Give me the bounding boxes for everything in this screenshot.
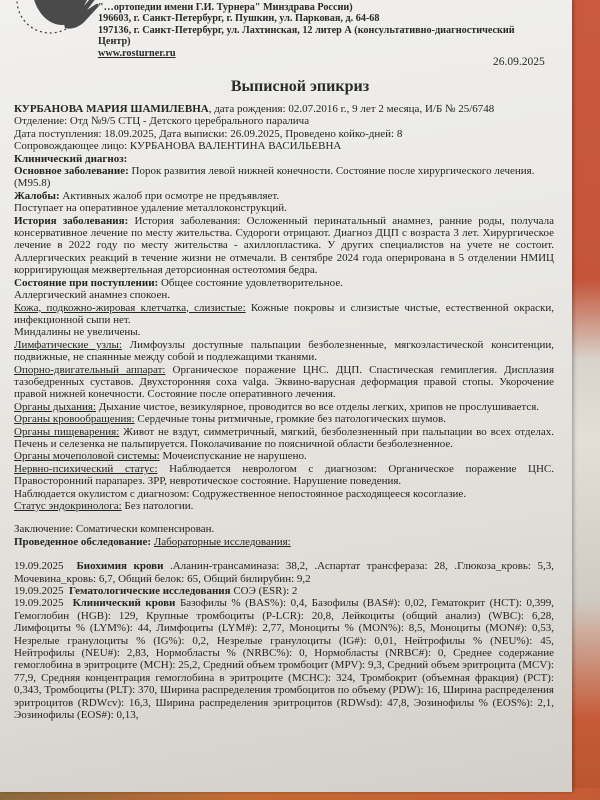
section-sublabel: Лабораторные исследования: [153,535,291,548]
section-text: Порок развития левой нижней конечности. Состояние после хирургического лечения. (M95.8) [14,165,535,190]
section-label: Основное заболевание: [14,165,129,178]
lymph-section [14,339,554,364]
section-text: История заболевания: Осложенный перинатальный анамнез, ранние роды, получала консервативное лечение по месту жительства. Судороги отрицают. Диагноз ДЦП с возраста 3 лет. Хирургическое лечение в 2022 году по месту жительства - ахиллопластика. У других специалистов на учете не состоит. Аллергических реакций в течение жизни не отмечали. В сентябре 2024 года оперирована в 5 отделении НМИЦ корригирующая межвертельная деторсионная остеотомия бедра. [14,214,554,277]
admission-dates: Дата поступления: 18.09.2025, Дата выписки: 26.09.2025, Проведено койко-дней: 8 [14,127,403,140]
lab-entry [14,597,554,721]
section-text: Лимфоузлы доступные пальпации безболезненные, мягкоэластической конситенции, подвижные, не спаянные между собой и подлежащими тканями. [14,338,554,364]
admission-reason: Поступает на оперативное удаление металлоконструкций. [14,202,287,215]
org-address-line: 196603, г. Санкт-Петербург, г. Пушкин, ул. Парковая, д. 64-68 [98,13,380,25]
skin-section [14,302,554,327]
patient-name: КУРБАНОВА МАРИЯ ШАМИЛЕВНА [14,103,209,115]
section-label: Органы кровообращения: [14,413,135,426]
section-label: Статус эндокринолога: [14,500,122,512]
section-label: Проведенное обследование: [14,535,152,548]
document-title: Выписной эпикриз [230,78,370,95]
hands-logo-icon [10,0,100,50]
complaints [14,190,554,202]
allergy-history: Аллергический анамнез спокоен. [14,289,170,302]
patient-birth-info: , дата рождения: 02.07.2016 г., 9 лет 2 месяца, И/Б № 25/6748 [208,103,495,115]
lab-entry [14,560,554,585]
section-text: Активных жалоб при осмотре не предъявляет. [59,189,280,202]
section-text: Мочеиспускание не нарушено. [159,450,307,463]
department: Отделение: Отд №9/5 СТЦ - Детского церебрального паралича [14,115,310,128]
neuro-section [14,463,554,488]
lab-name: Гематологические исследования [69,585,231,598]
urogenital-section [14,450,554,462]
lab-date: 19.09.2025 [14,585,64,598]
section-label: Нервно-психический статус: [14,462,158,475]
organization-header [98,2,538,59]
lab-entry [14,585,554,597]
document-date: 26.09.2025 [493,56,545,68]
section-text: Живот не вздут, симметричный, мягкий, безболезненный при пальпации во всех отделах. Печень и селезенка не пальпируется. Поколачивание по поясничной области безболезненное. [14,425,554,450]
lab-date: 19.09.2025 [14,597,64,610]
org-address-line: Центр) [98,36,131,48]
section-label: Органы мочеполовой системы: [14,450,160,463]
endocrinology-section [14,500,554,512]
main-disease [14,165,554,190]
circulatory-section [14,413,554,425]
disease-history [14,215,554,277]
section-label: Опорно-двигательный аппарат: [14,363,166,376]
lab-results: Базофилы % (BAS%): 0,4, Базофилы (BAS#): 0,02, Гематокрит (HCT): 0,399, Гемоглобин (HGB): 129, Крупные тромбоциты (P-LCR): 20,8, Лейкоциты (общий анализ) (WBC): 6,28, Лимфоциты % (LYM%): 44, Лимфоциты (LYM#): 2,77, Моноциты % (MON%): 8,5, Моноциты (MON#): 0,53, Незрелые гранулоциты % (IG%): 0,2, Незрелые гранулоциты (IG#): 0,01, Нейтрофилы % (NEU%): 45, Нейтрофилы (NEU#): 2,83, Нормобласты % (NRBC%): 0, Нормобласты (NRBC#): 0, Среднее содержание гемоглобина в эритроците (MCH): 25,2, Средний объем тромбоцит (MPV): 9,3, Средний объем эритроцита (MCV): 77,9, Средняя концентрация гемоглобина в эритроците (MCHC): 324, Тромбокрит (объемная фракция) (PCT): 0,343, Тромбоциты (PLT): 370, Ширина распределения тромбоцитов по объему (PDW): 16, Ширина распределения эритроцитов (RDWcv): 16,3, Ширина распределения эритроцитов (RDWsd): 47,8, Эозинофилы % (EOS%): 2,1, Эозинофилы (EOS#): 0,13, [14,597,555,722]
musculoskeletal-section [14,364,554,401]
lab-name: Клинический крови [72,597,176,610]
org-address-line: 197136, г. Санкт-Петербург, ул. Лахтинская, 12 литер А (консультативно-диагностический [98,24,515,36]
section-text: Наблюдается неврологом с диагнозом: Органическое поражение ЦНС. Правосторонний парапарез. ЗРР, невротическое состояние. Нарушение поведения. [14,462,554,488]
examination-header [14,536,554,548]
section-label: Лимфатические узлы: [14,338,122,351]
section-label: Состояние при поступлении: [14,276,159,289]
lab-name: Биохимия крови [76,560,164,573]
clinical-diagnosis-label: Клинический диагноз: [14,152,128,165]
lab-results: .Аланин-трансаминаза: 38,2, .Аспартат трансфераза: 28, .Глюкоза_кровь: 5,3, Мочевина_кровь: 6,7, Общий белок: 65, Общий билирубин: 9,2 [14,560,555,585]
section-label: Органы дыхания: [14,400,96,413]
patient-line [14,103,554,115]
section-text: Сердечные тоны ритмичные, громкие без патологических шумов. [134,413,446,426]
section-text: Дыхание чистое, везикулярное, проводится во все отделы легких, хрипов не прослушивается. [95,400,540,413]
lab-results: СОЭ (ESR): 2 [230,585,298,598]
document-body [14,103,554,722]
respiratory-section [14,401,554,413]
oculist-note: Наблюдается окулистом с диагнозом: Содружественное непостоянное расходящееся косоглазие. [14,487,467,500]
section-text: Без патологии. [121,500,194,512]
lab-date: 19.09.2025 [14,560,64,573]
companion: Сопровождающее лицо: КУРБАНОВА ВАЛЕНТИНА ВАСИЛЬЕВНА [14,140,342,153]
website-link[interactable]: www.rosturner.ru [98,47,176,59]
section-label: Жалобы: [14,189,60,202]
section-text: Органическое поражение ЦНС. ДЦП. Спастическая гемиплегия. Дисплазия тазобедренных суставов. Двухсторонняя coxa valga. Эквино-варусная деформация правой стопы. Укорочение правой нижней конечности. Состояние после оперативного лечения. [14,363,554,401]
tonsils: Миндалины не увеличены. [14,326,141,339]
admission-state [14,277,554,289]
section-label: Органы пищеварения: [14,425,120,438]
section-label: Кожа, подкожно-жировая клетчатка, слизистые: [14,301,246,314]
digestive-section [14,426,554,451]
section-label: История заболевания: [14,214,129,227]
conclusion: Заключение: Соматически компенсирован. [14,523,215,536]
section-text: Общее состояние удовлетворительное. [158,276,343,289]
org-name-line: "…ортопедии имени Г.И. Турнера" Минздрава России) [98,2,353,13]
section-text: Кожные покровы и слизистые чистые, естественной окраски, инфекционной сыпи нет. [14,301,554,326]
